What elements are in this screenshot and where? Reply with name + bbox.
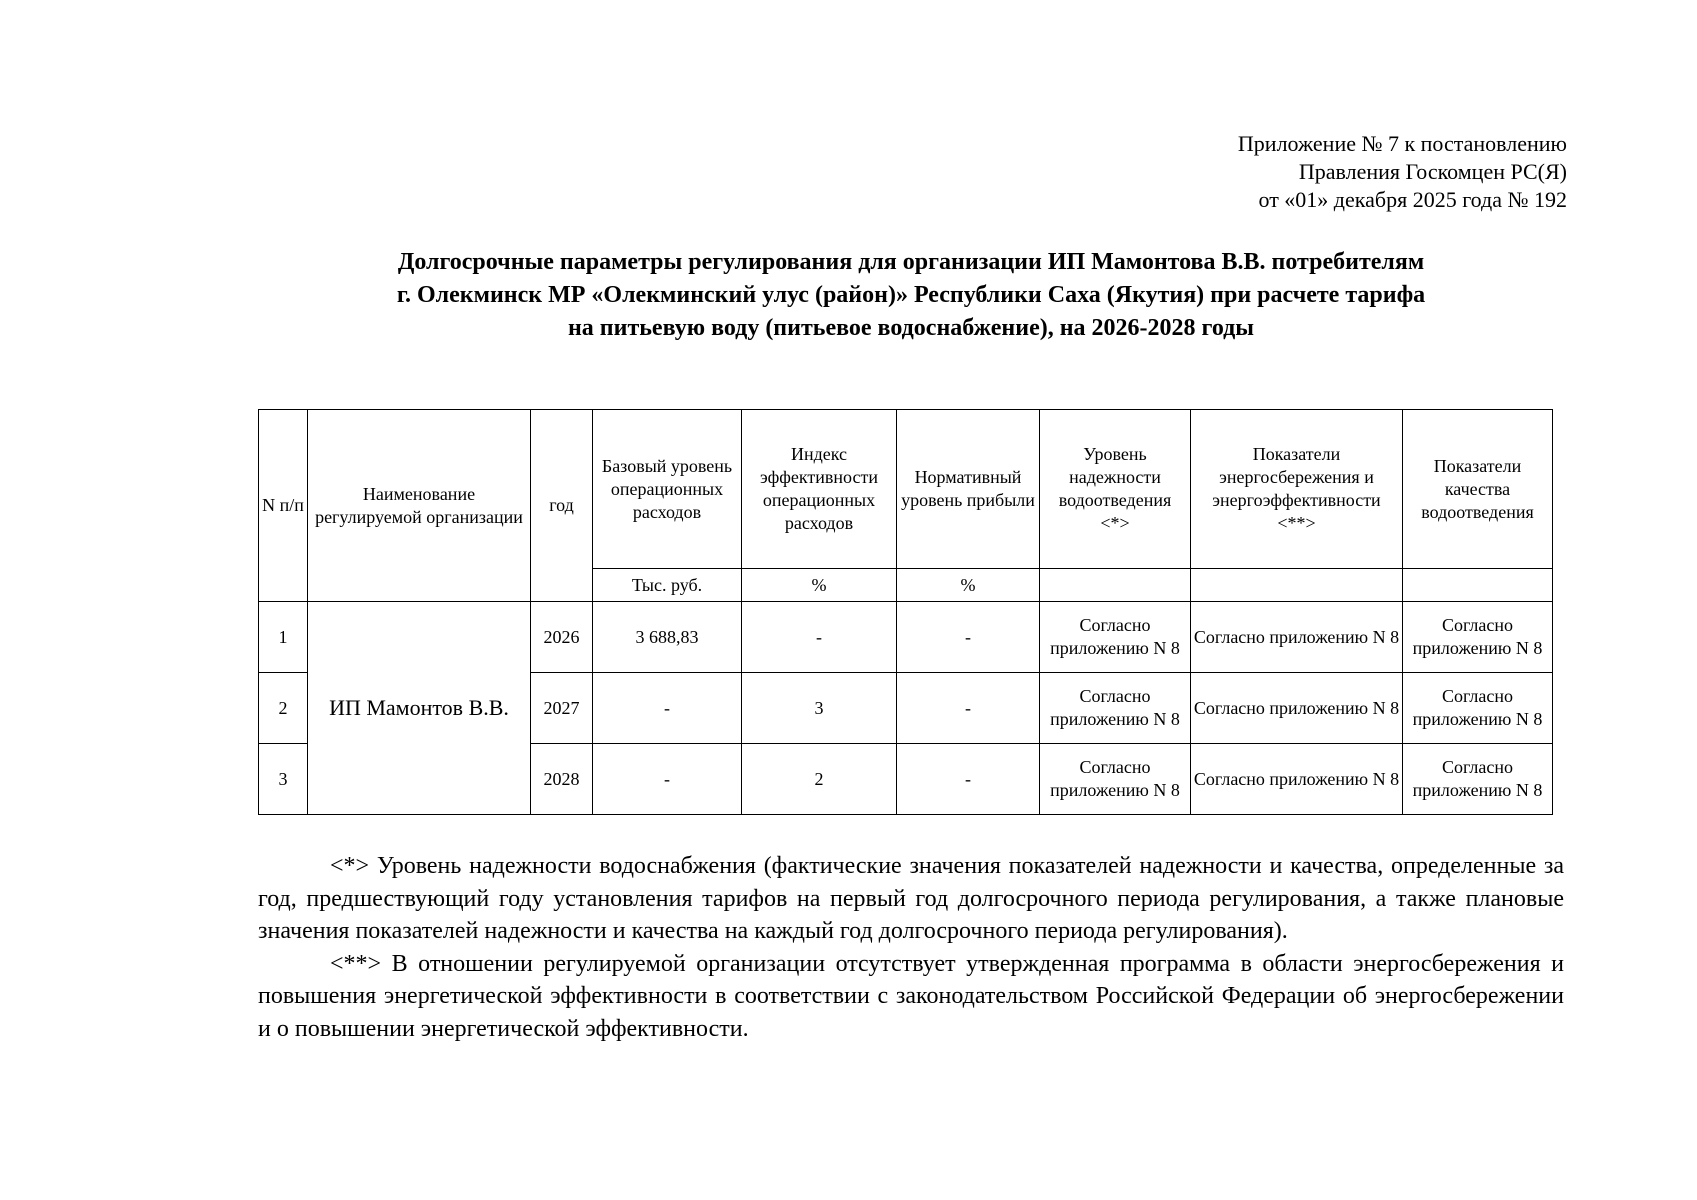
header-quality: Показатели качества водоотведения <box>1403 410 1553 569</box>
cell-profit-level: - <box>897 744 1040 815</box>
cell-num: 1 <box>259 602 308 673</box>
cell-quality: Согласно приложению N 8 <box>1403 744 1553 815</box>
unit-reliability-empty <box>1040 569 1191 602</box>
cell-reliability: Согласно приложению N 8 <box>1040 602 1191 673</box>
cell-year: 2028 <box>531 744 593 815</box>
header-base-expenses: Базовый уровень операционных расходов <box>593 410 742 569</box>
footnotes <box>258 850 1564 1045</box>
header-energy-saving: Показатели энергосбережения и энергоэффективности <**> <box>1191 410 1403 569</box>
appendix-line: Правления Госкомцен РС(Я) <box>1298 159 1567 184</box>
cell-energy-saving: Согласно приложению N 8 <box>1191 673 1403 744</box>
unit-profit-level: % <box>897 569 1040 602</box>
cell-reliability: Согласно приложению N 8 <box>1040 673 1191 744</box>
cell-energy-saving: Согласно приложению N 8 <box>1191 744 1403 815</box>
cell-reliability: Согласно приложению N 8 <box>1040 744 1191 815</box>
cell-base-expenses: - <box>593 673 742 744</box>
header-organization: Наименование регулируемой организации <box>308 410 531 602</box>
cell-base-expenses: 3 688,83 <box>593 602 742 673</box>
unit-efficiency-index: % <box>742 569 897 602</box>
cell-profit-level: - <box>897 673 1040 744</box>
title-line: на питьевую воду (питьевое водоснабжение), на 2026-2028 годы <box>567 315 1255 341</box>
header-year: год <box>531 410 593 602</box>
cell-num: 3 <box>259 744 308 815</box>
unit-quality-empty <box>1403 569 1553 602</box>
header-num: N п/п <box>259 410 308 602</box>
footnote-reliability: <*> Уровень надежности водоснабжения (фактические значения показателей надежности и качества, определенные за год, предшествующий году установления тарифов на первый год долгосрочного периода регулирования, а также плановые значения показателей надежности и качества на каждый год долгосрочного периода регулирования). <box>258 853 1564 944</box>
cell-organization: ИП Мамонтов В.В. <box>308 602 531 815</box>
cell-year: 2027 <box>531 673 593 744</box>
cell-efficiency-index: - <box>742 602 897 673</box>
table-row <box>259 602 1553 673</box>
appendix-reference <box>1238 130 1567 214</box>
unit-base-expenses: Тыс. руб. <box>593 569 742 602</box>
title-line: г. Олекминск МР «Олекминский улус (район)» Республики Саха (Якутия) при расчете тарифа <box>396 282 1426 308</box>
cell-efficiency-index: 3 <box>742 673 897 744</box>
title-line: Долгосрочные параметры регулирования для организации ИП Мамонтова В.В. потребителям <box>397 249 1425 275</box>
unit-energy-empty <box>1191 569 1403 602</box>
header-profit-level: Нормативный уровень прибыли <box>897 410 1040 569</box>
header-efficiency-index: Индекс эффективности операционных расходов <box>742 410 897 569</box>
footnote-energy-saving: <**> В отношении регулируемой организации отсутствует утвержденная программа в области энергосбережения и повышения энергетической эффективности в соответствии с законодательством Российской Федерации об энергосбережении и о повышении энергетической эффективности. <box>258 950 1564 1042</box>
appendix-line: от «01» декабря 2025 года № 192 <box>1258 187 1567 212</box>
header-reliability: Уровень надежности водоотведения <*> <box>1040 410 1191 569</box>
cell-num: 2 <box>259 673 308 744</box>
cell-quality: Согласно приложению N 8 <box>1403 602 1553 673</box>
regulation-parameters-table <box>258 409 1553 815</box>
appendix-line: Приложение № 7 к постановлению <box>1237 131 1567 156</box>
cell-quality: Согласно приложению N 8 <box>1403 673 1553 744</box>
cell-base-expenses: - <box>593 744 742 815</box>
cell-efficiency-index: 2 <box>742 744 897 815</box>
document-title <box>258 246 1564 345</box>
cell-energy-saving: Согласно приложению N 8 <box>1191 602 1403 673</box>
cell-profit-level: - <box>897 602 1040 673</box>
cell-year: 2026 <box>531 602 593 673</box>
